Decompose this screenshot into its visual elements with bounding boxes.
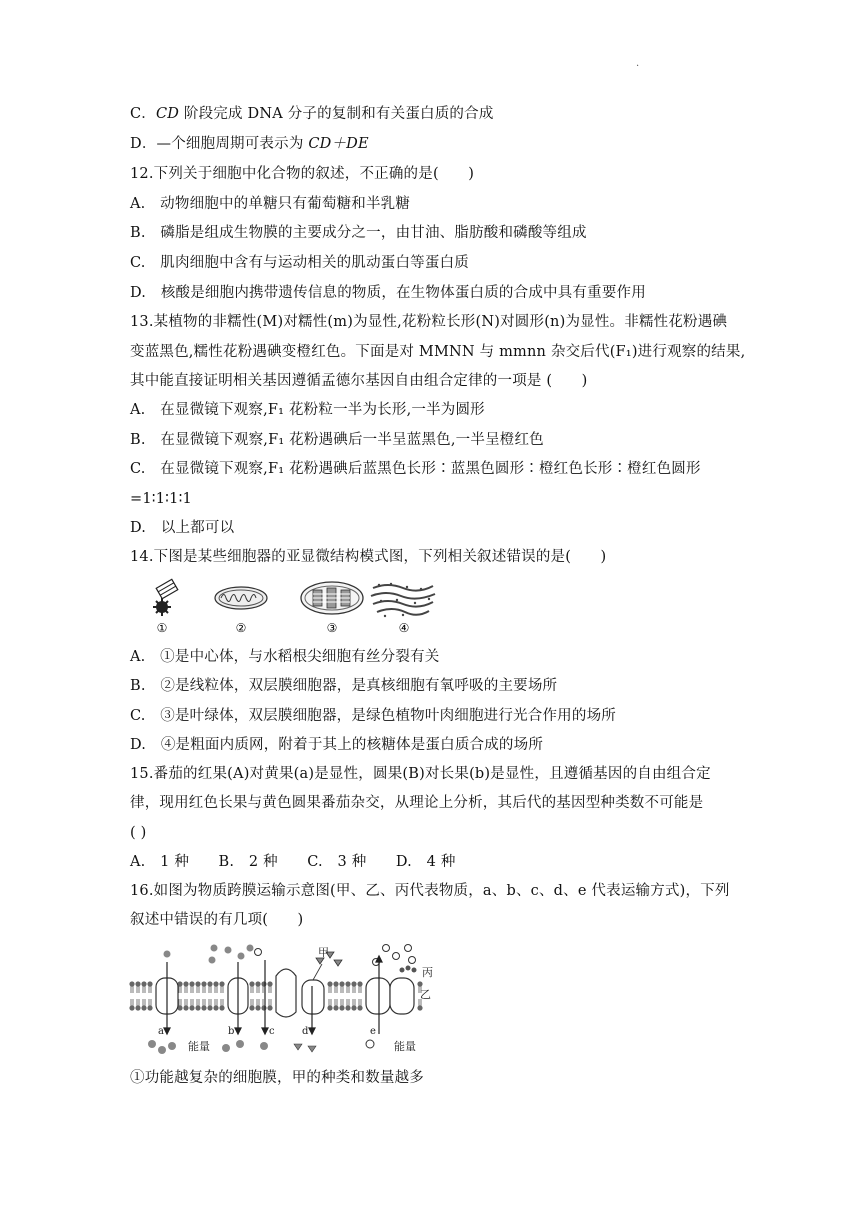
q16-item-1: ①功能越复杂的细胞膜，甲的种类和数量越多 (130, 1070, 424, 1086)
transport-arrows (164, 956, 382, 1034)
q11-d-italic: CD＋DE (308, 136, 369, 152)
q13-option-b: B. 在显微镜下观察,F₁ 花粉遇碘后一半呈蓝黑色,一半呈橙红色 (130, 432, 544, 448)
label-a: a (158, 1026, 164, 1037)
q14-option-c: C. ③是叶绿体，双层膜细胞器，是绿色植物叶肉细胞进行光合作用的场所 (130, 708, 616, 724)
label-d: d (302, 1026, 309, 1037)
organelle-figure (145, 574, 445, 636)
header-mark: . (636, 58, 640, 69)
mitochondrion-drawing (215, 587, 267, 609)
figure-label-2: ② (235, 621, 247, 635)
q16-stem-line-2: 叙述中错误的有几项( ) (130, 912, 304, 928)
rough-er-drawing (371, 583, 435, 617)
q15-options: A. 1 种 B. 2 种 C. 3 种 D. 4 种 (130, 854, 456, 870)
centrosome-drawing (153, 579, 178, 616)
label-c: c (269, 1026, 275, 1037)
q14-option-a: A. ①是中心体，与水稻根尖细胞有丝分裂有关 (130, 649, 440, 665)
q13-option-c-ratio: =1∶1∶1∶1 (130, 491, 192, 507)
membrane-transport-figure (128, 940, 448, 1058)
q11-option-c (130, 104, 494, 124)
chloroplast-drawing (301, 582, 363, 614)
q13-stem-line-1: 13.某植物的非糯性(M)对糯性(m)为显性,花粉粒长形(N)对圆形(n)为显性。非糯性花粉遇碘 (130, 314, 728, 330)
q16-stem-line-1: 16.如图为物质跨膜运输示意图(甲、乙、丙代表物质，a、b、c、d、e 代表运输方式)，下列 (130, 883, 730, 899)
q12-option-c: C. 肌肉细胞中含有与运动相关的肌动蛋白等蛋白质 (130, 255, 469, 271)
q12-option-d: D. 核酸是细胞内携带遗传信息的物质，在生物体蛋白质的合成中具有重要作用 (130, 285, 646, 301)
q15-stem-line-3: ( ) (130, 825, 147, 841)
q11-c-italic: CD (156, 106, 180, 122)
membrane-proteins (156, 969, 414, 1017)
label-b: b (228, 1026, 235, 1037)
label-bing: 丙 (422, 966, 433, 979)
label-jia: 甲 (318, 946, 329, 959)
q13-option-a: A. 在显微镜下观察,F₁ 花粉粒一半为长形,一半为圆形 (130, 402, 485, 418)
label-yi: 乙 (420, 988, 431, 1001)
q13-stem-line-3: 其中能直接证明相关基因遵循孟德尔基因自由组合定律的一项是 ( ) (130, 373, 588, 389)
q12-stem: 12.下列关于细胞中化合物的叙述，不正确的是( ) (130, 166, 475, 182)
q12-option-b: B. 磷脂是组成生物膜的主要成分之一，由甘油、脂肪酸和磷酸等组成 (130, 225, 587, 241)
q15-stem-line-2: 律，现用红色长果与黄色圆果番茄杂交，从理论上分析，其后代的基因型种类数不可能是 (130, 795, 704, 811)
label-e: e (370, 1026, 376, 1037)
q14-stem: 14.下图是某些细胞器的亚显微结构模式图，下列相关叙述错误的是( ) (130, 549, 607, 565)
figure-label-3: ③ (326, 621, 338, 635)
q12-option-a: A. 动物细胞中的单糖只有葡萄糖和半乳糖 (130, 196, 411, 212)
q14-option-d: D. ④是粗面内质网，附着于其上的核糖体是蛋白质合成的场所 (130, 737, 544, 753)
q11-c-prefix: C． (130, 106, 156, 122)
molecules-inside (148, 1040, 374, 1054)
q11-d-prefix: D．—个细胞周期可表示为 (130, 136, 309, 152)
q11-option-d (130, 134, 369, 154)
figure-label-4: ④ (398, 621, 410, 635)
q13-option-d: D. 以上都可以 (130, 520, 235, 536)
figure-label-1: ① (156, 621, 168, 635)
label-energy-1: 能量 (188, 1040, 210, 1053)
label-energy-2: 能量 (394, 1040, 416, 1053)
q15-stem-line-1: 15.番茄的红果(A)对黄果(a)是显性，圆果(B)对长果(b)是显性，且遵循基因的自由组合定 (130, 766, 711, 782)
q14-option-b: B. ②是线粒体，双层膜细胞器，是真核细胞有氧呼吸的主要场所 (130, 678, 558, 694)
q13-stem-line-2: 变蓝黑色,糯性花粉遇碘变橙红色。下面是对 MMNN 与 mmnn 杂交后代(F₁)进行观察的结果, (130, 344, 746, 360)
q13-option-c: C. 在显微镜下观察,F₁ 花粉遇碘后蓝黑色长形∶蓝黑色圆形∶橙红色长形∶橙红色圆形 (130, 461, 701, 477)
q11-c-text: 阶段完成 DNA 分子的复制和有关蛋白质的合成 (179, 106, 494, 122)
